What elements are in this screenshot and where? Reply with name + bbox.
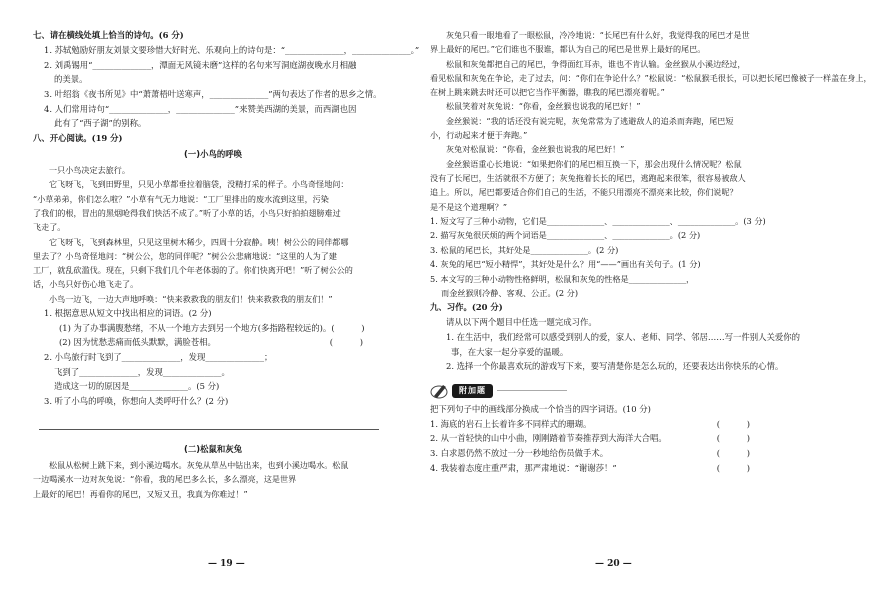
answer-paren[interactable]: ( ) <box>331 322 377 333</box>
subquestion-2-cont: 造成这一切的原因是______________。(5 分) <box>54 381 220 392</box>
passage-2-question-5-cont: 而金丝猴则冷静、客观、公正。(2 分) <box>441 288 579 299</box>
subquestion-3: 3. 听了小鸟的呼唤，你想向人类呼吁什么？(2 分) <box>44 396 229 407</box>
answer-paren[interactable]: ( ) <box>716 418 762 429</box>
subquestion-1: 1. 根据意思从短文中找出相应的词语。(2 分) <box>44 307 212 318</box>
answer-line[interactable] <box>39 417 379 430</box>
question-7-2: 2. 刘禹锡用“______________，潭面无风镜未磨”这样的名句来写洞庭湖夜晚水月相融 <box>44 59 357 70</box>
bonus-item-4-text: 4. 我装着态度庄重严肃，那严肃地说：“谢谢莎！” <box>430 462 617 473</box>
page-number-right: — 20 — <box>595 558 632 569</box>
passage-2-line: 是不是这个道理啊？” <box>430 201 508 212</box>
passage-1-title: (一)小鸟的呼唤 <box>184 148 242 159</box>
passage-2-question-3: 3. 松鼠的尾巴长，其好处是______________。(2 分) <box>430 244 619 255</box>
subquestion-2: 2. 小鸟旅行时飞到了______________，发现______________； <box>44 352 273 363</box>
passage-2-line: 金丝猴语重心长地说：“如果把你们的尾巴相互换一下，那会出现什么情况呢？松鼠 <box>446 158 742 169</box>
bonus-item-4 <box>430 463 780 474</box>
question-7-4: 4. 人们常用诗句“______________，______________”来赞美西湖的美景，而西湖也因 <box>44 103 357 114</box>
section-9-title: 九、习作。(20 分) <box>430 302 503 313</box>
bonus-badge <box>430 382 780 400</box>
question-7-4-cont: 此有了“西子湖”的别称。 <box>54 118 147 129</box>
writing-option-2: 2. 选择一个你最喜欢玩的游戏写下来，要写清楚你是怎么玩的，还要表达出你快乐的心情。 <box>446 361 784 372</box>
passage-2-question-2: 2. 描写灰兔很厌烦的两个词语是______________、______________。(2 分) <box>430 230 701 241</box>
passage-2-line: 松鼠从松树上跳下来，到小溪边喝水。灰兔从草丛中钻出来，也到小溪边喝水。松鼠 <box>49 460 349 471</box>
answer-paren[interactable]: ( ) <box>716 433 762 444</box>
passage-2-line: 追上。所以，尾巴都要适合你们自己的生活，不能只用漂亮不漂亮来比较，你们说呢？ <box>430 187 738 198</box>
passage-2-line: 界上最好的尾巴。”它们谁也不服谁，都认为自己的尾巴是世界上最好的尾巴。 <box>430 44 706 55</box>
passage-2-title: (二)松鼠和灰兔 <box>184 443 242 454</box>
passage-1-line: 里去了？小鸟奇怪地问：“树公公，您的同伴呢？”树公公悲痛地说：“这里的人为了建 <box>33 250 337 261</box>
answer-paren[interactable]: ( ) <box>329 337 375 348</box>
bonus-item-2 <box>430 433 780 444</box>
passage-2-line: 松鼠和灰兔都把自己的尾巴，争得面红耳赤，谁也不肯认输。金丝猴从小溪边经过， <box>446 58 746 69</box>
subquestion-1-a-text: (1) 为了办事满腹愁绪，不从一个地方去到另一个地方(多指路程较远的)。 <box>59 322 332 333</box>
passage-1-line: 小鸟一边飞，一边大声地呼唤：“快来救救我的朋友们！快来救救我的朋友们！” <box>49 293 333 304</box>
passage-1-line: 话，小鸟只好伤心地飞走了。 <box>33 279 139 290</box>
answer-paren[interactable]: ( ) <box>716 462 762 473</box>
answer-paren[interactable]: ( ) <box>716 448 762 458</box>
question-7-2-cont: 的美景。 <box>54 74 88 85</box>
subquestion-1-b-text: (2) 因为忧愁悲痛而低头默默，满脸苍相。 <box>59 337 216 348</box>
pen-icon <box>430 382 450 400</box>
writing-instruction: 请从以下两个题目中任选一题完成习作。 <box>446 317 597 328</box>
passage-2-line: 灰兔只看一眼地看了一眼松鼠，冷冷地说：“长尾巴有什么好，我觉得我的尾巴才是世 <box>446 30 750 40</box>
passage-2-line: 上最好的尾巴！再看你的尾巴，又短又丑，我真为你难过！” <box>33 488 248 499</box>
section-7-title: 七、请在横线处填上恰当的诗句。(6 分) <box>33 30 184 40</box>
bonus-label: 附加题 <box>452 384 493 398</box>
passage-1-line: 飞走了。 <box>33 222 66 233</box>
bonus-item-3 <box>430 448 780 459</box>
passage-2-line: 小，行动起来才便于奔跑。” <box>430 130 528 141</box>
left-page <box>33 30 420 503</box>
passage-2-question-4: 4. 灰兔的尾巴“短小精悍”，其好处是什么？用“——”画出有关句子。(1 分) <box>430 259 701 270</box>
passage-1-line: “小草弟弟，你们怎么啦？”小草有气无力地说：“工厂里排出的废水流到这里，污染 <box>33 193 329 204</box>
question-7-1: 1. 苏轼勉励好朋友刘景文要珍惜大好时光、乐观向上的诗句是：“______________，______________。” <box>44 44 420 55</box>
page-number-left: — 19 — <box>208 558 245 569</box>
section-8-title: 八、开心阅读。(19 分) <box>33 133 123 144</box>
passage-2-line: 没有了长尾巴，生活就很不方便了；灰兔拖着长长的尾巴，逃跑起来很笨，很容易被敌人 <box>430 172 746 183</box>
writing-option-1-cont: 事，在大家一起分享爱的温暖。 <box>451 346 569 357</box>
passage-2-line: 一边喝溪水一边对灰兔说：“你看，我的尾巴多么长，多么漂亮，这是世界 <box>33 474 297 485</box>
bonus-item-2-text: 2. 从一首轻快的山中小曲，刚刚踏着节奏推荐到大海洋大合唱。 <box>430 433 667 444</box>
passage-1-line: 一只小鸟决定去旅行。 <box>49 165 130 176</box>
bonus-item-1-text: 1. 海底的岩石上长着许多不同样式的珊瑚。 <box>430 418 592 429</box>
question-7-3: 3. 叶绍翁《夜书所见》中“萧萧梧叶送寒声，______________”两句表达了作者的思乡之情。 <box>44 88 382 99</box>
passage-2-question-5: 5. 本文写的三种小动物性格鲜明，松鼠和灰兔的性格是______________， <box>430 273 695 284</box>
bonus-item-1 <box>430 419 780 430</box>
badge-divider <box>497 390 567 391</box>
right-page <box>430 30 872 477</box>
subquestion-1-a <box>33 323 393 334</box>
passage-2-question-1: 1. 短文写了三种小动物，它们是______________、______________、______________。(3 分) <box>430 215 766 226</box>
subquestion-2-cont: 飞到了______________，发现______________。 <box>54 366 230 377</box>
passage-2-line: 金丝猴说：“我的话还没有说完呢，灰兔常常为了逃避敌人的追杀而奔跑，尾巴短 <box>446 115 734 126</box>
passage-2-line: 看见松鼠和灰兔在争论，走了过去，问：“你们在争论什么？”松鼠说：“松鼠猴毛很长，可以把长尾巴像被子一样盖在身上， <box>430 72 872 83</box>
passage-1-line: 了我们的根，冒出的黑烟呛得我们快活不成了。”听了小草的话，小鸟只好拍拍翅膀难过 <box>33 207 341 218</box>
passage-2-line: 松鼠笑着对灰兔说：“你看，金丝猴也说我的尾巴好！” <box>446 101 641 112</box>
bonus-instruction: 把下列句子中的画线部分换成一个恰当的四字词语。(10 分) <box>430 403 651 414</box>
passage-1-line: 它飞呀飞，飞到森林里，只见这里树木稀少，四周十分寂静。咦！树公公的同伴都哪 <box>49 236 349 247</box>
passage-2-line: 在树上跳来跳去时还可以把它当作平衡器，瞧我的尾巴漂亮着呢。” <box>430 87 665 98</box>
passage-1-line: 工厂，就乱砍滥伐。现在，只剩下我们几个年老体弱的了。你们快离开吧！”听了树公公的 <box>33 265 353 276</box>
subquestion-1-b <box>33 337 393 348</box>
passage-1-line: 它飞呀飞，飞到田野里，只见小草都垂拉着脑袋，没精打采的样子。小鸟奇怪地问： <box>49 179 349 190</box>
writing-option-1: 1. 在生活中，我们经常可以感受到别人的爱，家人、老师、同学、邻居……写一件别人关爱你的 <box>446 332 801 343</box>
bonus-item-3-text: 3. 白求恩仍然不放过一分一秒地给伤员做手术。 <box>430 448 609 458</box>
passage-2-line: 灰兔对松鼠说：“你看，金丝猴也说我的尾巴好！” <box>446 144 625 155</box>
